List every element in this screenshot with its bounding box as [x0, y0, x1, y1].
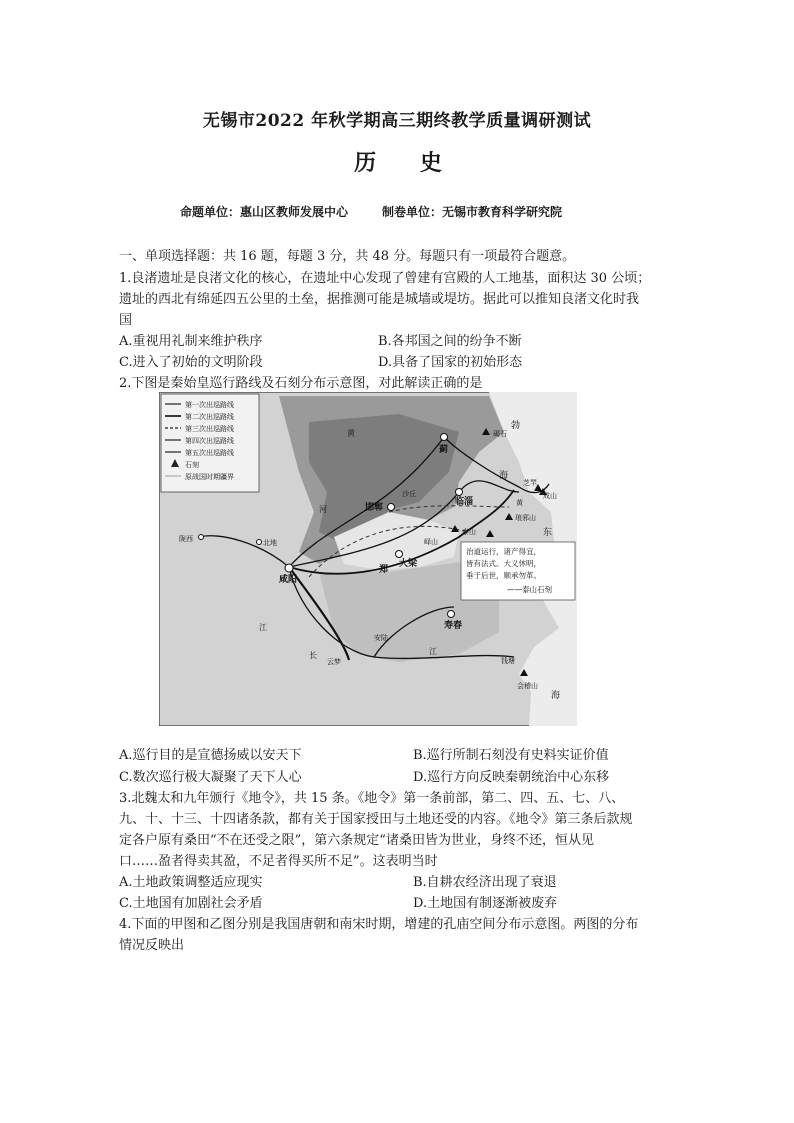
label-chang: 长 — [309, 651, 317, 660]
q1-line-2: 遗址的西北有绵延四五公里的土垒，据推测可能是城墙或堤坊。据此可以推知良渚文化时我 — [119, 292, 640, 307]
label-chengshan: 成山 — [543, 492, 557, 500]
unit-left-label: 命题单位： — [180, 205, 241, 219]
q3-option-b: B.自耕农经济出现了衰退 — [413, 875, 557, 890]
q1-line-1: 1.良渚遗址是良渚文化的核心，在遗址中心发现了曾建有宫殿的人工地基，面积达 30 公顷； — [119, 271, 651, 286]
label-zheng: 郑 — [379, 565, 389, 575]
label-hai-2: 海 — [551, 691, 561, 701]
label-langya: 琅邪山 — [515, 514, 536, 522]
q2-option-a: A.巡行目的是宣德扬威以安天下 — [119, 748, 302, 763]
unit-left-value: 惠山区教师发展中心 — [240, 205, 349, 219]
q3-line-2: 九、十、十三、十四诸条款，都有关于国家授田与土地还受的内容。《地令》第三条后款规 — [119, 812, 633, 827]
q3-line-3: 定各户原有桑田“不在还受之限”，第六条规定“诸桑田皆为世业，身终不还，恒从见 — [119, 833, 594, 848]
q3-option-d: D.土地国有制逐渐被废弃 — [413, 896, 558, 911]
qin-tour-map — [159, 392, 577, 726]
subject-title: 历 史 — [354, 150, 460, 176]
label-shaqiu: 沙丘 — [402, 490, 416, 498]
inscription-line-3: 垂于后世，顺承勿革。 — [466, 571, 541, 580]
label-yishan: 峄山 — [424, 538, 438, 546]
section-heading: 一、单项选择题：共 16 题，每题 3 分，共 48 分。每题只有一项最符合题意。 — [119, 249, 576, 264]
inscription-line-1: 治道运行，诸产得宜， — [466, 547, 541, 556]
label-bo-sea: 勃 — [511, 421, 521, 431]
label-shouchun: 寿春 — [444, 621, 463, 631]
label-hai-1: 海 — [499, 471, 509, 481]
q1-option-a: A.重视用礼制来维护秩序 — [119, 334, 263, 349]
q3-line-4: 口……盈者得卖其盈，不足者得买所不足”。这表明当时 — [119, 854, 438, 869]
unit-right-label: 制卷单位： — [382, 205, 443, 219]
label-he: 河 — [319, 505, 327, 514]
label-huangshui: 黄 — [347, 429, 355, 438]
q3-option-a: A.土地政策调整适应现实 — [119, 875, 263, 890]
q4-line-1: 4.下面的甲图和乙图分别是我国唐朝和南宋时期，增建的孔庙空间分布示意图。两图的分布 — [119, 917, 639, 932]
legend-route-4: 第四次出巡路线 — [185, 437, 234, 445]
inscription-line-2: 皆有法式。大义休明， — [466, 559, 541, 568]
q1-option-b: B.各邦国之间的纷争不断 — [378, 334, 522, 349]
label-huang: 黄 — [516, 499, 523, 507]
label-beidi: 北地 — [263, 539, 277, 547]
label-qiantang: 钱塘 — [501, 657, 515, 665]
label-jiang-1: 江 — [259, 623, 267, 632]
legend-stone-inscription: 石刻 — [185, 461, 199, 469]
label-linzi: 临淄 — [455, 497, 474, 507]
label-taishan: 泰山 — [462, 528, 476, 536]
q4-line-2: 情况反映出 — [119, 938, 185, 953]
label-handan: 邯郸 — [365, 503, 384, 513]
q3-line-1: 3.北魏太和九年颁行《地令》，共 15 条。《地令》第一条前部，第二、四、五、七、八、 — [119, 791, 625, 806]
inscription-source: ——泰山石刻 — [507, 585, 552, 594]
label-dong-sea: 东 — [543, 528, 553, 538]
label-longxi: 陇西 — [179, 535, 193, 543]
q1-line-3: 国 — [119, 313, 133, 328]
legend-route-2: 第二次出巡路线 — [185, 413, 234, 421]
q2-option-d: D.巡行方向反映秦朝统治中心东移 — [413, 770, 610, 785]
unit-right-value: 无锡市教育科学研究院 — [442, 205, 563, 219]
q1-option-c: C.进入了初始的文明阶段 — [119, 355, 263, 370]
label-daliang: 大梁 — [399, 559, 418, 569]
legend-route-3: 第三次出巡路线 — [185, 425, 234, 433]
label-yunmeng: 云梦 — [327, 658, 341, 666]
label-zhifu: 芝罘 — [523, 479, 537, 487]
q1-option-d: D.具备了国家的初始形态 — [378, 355, 523, 370]
q3-option-c: C.土地国有加剧社会矛盾 — [119, 896, 263, 911]
label-ji: 蓟 — [439, 445, 449, 455]
legend-route-1: 第一次出巡路线 — [185, 401, 234, 409]
label-jieshi: 碣石 — [493, 430, 507, 438]
q2-option-c: C.数次巡行极大凝聚了天下人心 — [119, 770, 302, 785]
exam-title: 无锡市2022 年秋学期高三期终教学质量调研测试 — [202, 111, 592, 131]
label-kuaijishan: 会稽山 — [517, 682, 538, 690]
label-xianyang: 咸阳 — [279, 575, 298, 585]
label-anlu: 安陆 — [374, 634, 388, 642]
label-jiang-2: 江 — [429, 647, 437, 656]
legend-route-5: 第五次出巡路线 — [185, 449, 234, 457]
exam-units — [180, 203, 562, 220]
q2-option-b: B.巡行所制石刻没有史料实证价值 — [413, 748, 609, 763]
q2-stem: 2.下图是秦始皇巡行路线及石刻分布示意图，对此解读正确的是 — [119, 376, 483, 391]
legend-warring-states-border: 原战国时期疆界 — [185, 473, 234, 481]
